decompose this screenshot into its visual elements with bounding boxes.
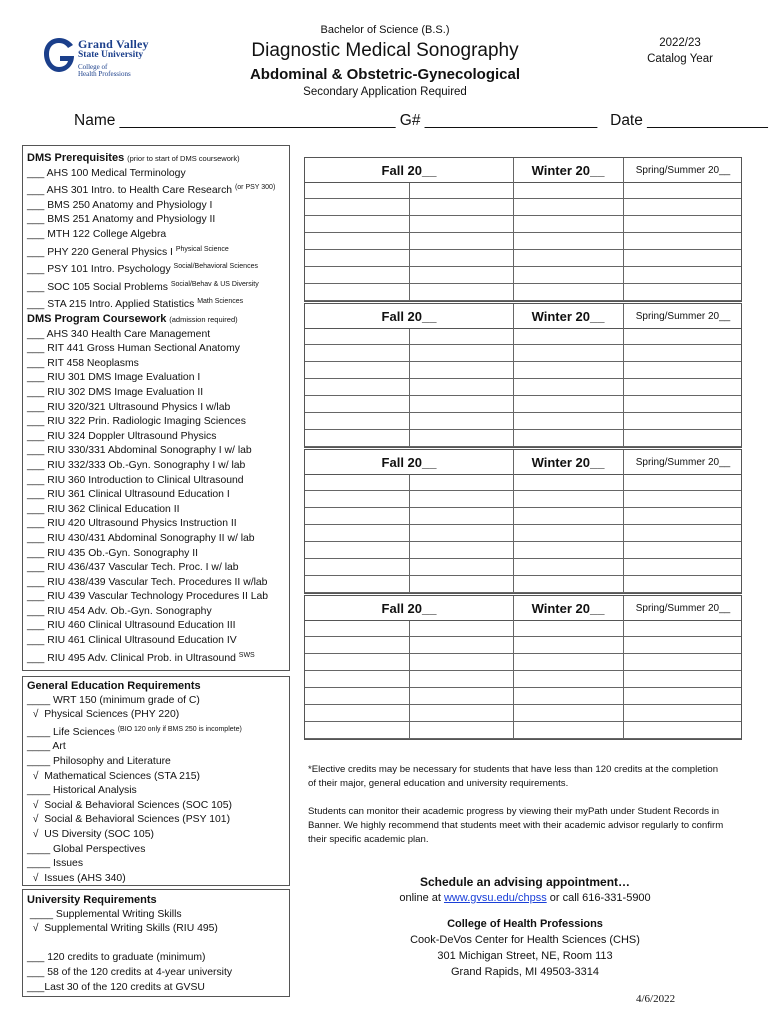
semester-course-row[interactable]	[305, 560, 741, 576]
prereq-item[interactable]	[27, 199, 289, 214]
grid-divider	[513, 596, 514, 739]
semester-grid-2[interactable]	[304, 303, 742, 448]
grid-divider	[409, 183, 410, 301]
program-emphasis: Abdominal & Obstetric-Gynecological	[249, 66, 521, 83]
prereq-item[interactable]	[27, 181, 289, 199]
program-course-item-text: ___ RIU 438/439 Vascular Tech. Procedures II w/lab	[27, 576, 268, 588]
advising-url-link[interactable]: www.gvsu.edu/chpss	[443, 892, 547, 904]
program-course-item[interactable]	[27, 517, 268, 532]
gen-ed-item-text: √ Issues (AHS 340)	[27, 872, 126, 884]
program-course-item[interactable]	[27, 590, 268, 605]
gen-ed-item-text: ____ WRT 150 (minimum grade of C)	[27, 694, 200, 706]
program-course-item-text: ___ RIU 495 Adv. Clinical Prob. in Ultrasound	[27, 652, 236, 664]
prereq-item-text: ___ MTH 122 College Algebra	[27, 228, 167, 240]
semester-course-row[interactable]	[305, 543, 741, 559]
prereq-item[interactable]	[27, 228, 289, 243]
winter-semester-label: Winter 20__	[531, 455, 605, 470]
gen-ed-item[interactable]	[27, 708, 289, 723]
advising-phone: or call 616-331-5900	[549, 892, 651, 904]
grid-divider	[513, 158, 514, 301]
gen-ed-item[interactable]	[27, 857, 289, 872]
program-course-item[interactable]	[27, 371, 268, 386]
advising-contact	[330, 892, 720, 904]
semester-course-row[interactable]	[305, 234, 741, 250]
spring-summer-semester-label: Spring/Summer 20__	[635, 311, 731, 322]
gen-ed-item-text: ____ Global Perspectives	[27, 843, 146, 855]
program-course-item[interactable]	[27, 605, 268, 620]
college-city: Grand Rapids, MI 49503-3314	[451, 966, 599, 978]
grid-divider	[513, 450, 514, 593]
program-course-item-text: ___ RIU 435 Ob.-Gyn. Sonography II	[27, 547, 198, 559]
prereq-item-note: Math Sciences	[197, 298, 244, 306]
gen-ed-item[interactable]	[27, 828, 289, 843]
winter-semester-label: Winter 20__	[531, 601, 605, 616]
program-course-item-text: ___ RIU 454 Adv. Ob.-Gyn. Sonography	[27, 605, 212, 617]
gen-ed-item-text: ____ Life Sciences	[27, 726, 115, 738]
semester-grid-1[interactable]	[304, 157, 742, 302]
semester-course-row[interactable]	[305, 431, 741, 447]
secondary-application-note: Secondary Application Required	[303, 86, 467, 98]
grid-divider	[409, 475, 410, 593]
program-course-item-text: ___ RIU 439 Vascular Technology Procedures II Lab	[27, 591, 269, 603]
university-req-item[interactable]	[27, 966, 289, 981]
semester-course-row[interactable]	[305, 363, 741, 379]
prereq-item-text: ___ PHY 220 General Physics I	[27, 246, 173, 258]
prereq-item[interactable]	[27, 213, 289, 228]
fall-semester-label: Fall 20__	[381, 601, 437, 616]
semester-course-row[interactable]	[305, 621, 741, 637]
student-info-line[interactable]: Name ________________________________ G# ____________________ Date ______________	[74, 112, 768, 129]
logo-line4: Health Professions	[78, 69, 131, 78]
program-course-item[interactable]	[27, 634, 268, 649]
university-req-item-text: ___Last 30 of the 120 credits at GVSU	[27, 981, 205, 993]
fall-semester-label: Fall 20__	[381, 309, 437, 324]
program-course-item-text: ___ RIU 361 Clinical Ultrasound Education I	[27, 489, 230, 501]
program-course-item[interactable]	[27, 401, 268, 416]
gen-ed-item-text: ____ Historical Analysis	[27, 785, 137, 797]
program-course-item-text: ___ RIU 322 Prin. Radiologic Imaging Sciences	[27, 416, 246, 428]
program-course-item-text: ___ RIU 320/321 Ultrasound Physics I w/lab	[27, 401, 231, 413]
prereq-item[interactable]	[27, 167, 289, 182]
gen-ed-item[interactable]	[27, 872, 289, 887]
gen-ed-heading: General Education Requirements	[27, 680, 201, 692]
spring-summer-semester-label: Spring/Summer 20__	[635, 165, 731, 176]
program-course-item[interactable]	[27, 474, 268, 489]
university-req-item-text: ___ 120 credits to graduate (minimum)	[27, 952, 206, 964]
gen-ed-item[interactable]	[27, 784, 289, 799]
revision-date: 4/6/2022	[636, 993, 676, 1005]
semester-course-row[interactable]	[305, 268, 741, 284]
semester-course-row[interactable]	[305, 217, 741, 233]
semester-course-row[interactable]	[305, 723, 741, 739]
semester-header-row	[305, 450, 741, 475]
university-req-item[interactable]	[27, 981, 289, 996]
prereq-item-text: ___ AHS 100 Medical Terminology	[27, 167, 186, 179]
program-course-item[interactable]	[27, 415, 268, 430]
university-req-item-text: ___ 58 of the 120 credits at 4-year university	[27, 966, 233, 978]
program-course-item-text: ___ RIU 430/431 Abdominal Sonography II w/ lab	[27, 532, 255, 544]
program-course-item[interactable]	[27, 488, 268, 503]
gen-ed-item-text: √ Social & Behavioral Sciences (SOC 105)	[27, 799, 232, 811]
program-course-item[interactable]	[27, 342, 268, 357]
gen-ed-item-text: ____ Art	[27, 741, 66, 753]
winter-semester-label: Winter 20__	[531, 309, 605, 324]
gen-ed-item[interactable]	[27, 694, 289, 709]
program-course-item-text: ___ RIU 302 DMS Image Evaluation II	[27, 386, 204, 398]
semester-course-row[interactable]	[305, 475, 741, 491]
university-req-item[interactable]	[27, 908, 289, 923]
grid-divider	[623, 304, 624, 447]
program-course-item-text: ___ RIU 301 DMS Image Evaluation I	[27, 372, 201, 384]
program-course-item-text: ___ RIU 420 Ultrasound Physics Instruction II	[27, 518, 237, 530]
mypath-note: Students can monitor their academic progress by viewing their myPath under Student Records in Banner. We highly recommend that students meet with their academic advisor regularly to confirm their specific academic plan.	[308, 806, 724, 845]
program-course-item-note: SWS	[238, 651, 255, 659]
university-req-item[interactable]	[27, 922, 289, 937]
semester-header-row	[305, 596, 741, 621]
program-course-item[interactable]	[27, 459, 268, 474]
prereq-item-text: ___ BMS 251 Anatomy and Physiology II	[27, 214, 216, 226]
semester-course-row[interactable]	[305, 492, 741, 508]
program-coursework-heading: DMS Program Coursework (admission required)	[27, 313, 238, 325]
program-course-item[interactable]	[27, 547, 268, 562]
university-req-item[interactable]	[27, 937, 289, 952]
semester-course-row[interactable]	[305, 672, 741, 688]
logo-line1: Grand Valley	[78, 37, 149, 51]
gvsu-logo	[42, 36, 152, 78]
program-course-item[interactable]	[27, 430, 268, 445]
program-course-item-text: ___ RIU 360 Introduction to Clinical Ultrasound	[27, 474, 244, 486]
program-course-item-text: ___ RIU 436/437 Vascular Tech. Proc. I w/ lab	[27, 562, 239, 574]
prereq-section	[23, 146, 289, 313]
gen-ed-item-text: ____ Issues	[27, 858, 84, 870]
program-course-item[interactable]	[27, 561, 268, 576]
program-course-item-text: ___ RIU 362 Clinical Education II	[27, 503, 180, 515]
program-course-item-text: ___ RIU 324 Doppler Ultrasound Physics	[27, 430, 217, 442]
college-center: Cook-DeVos Center for Health Sciences (CHS)	[410, 934, 640, 946]
gen-ed-item-text: √ US Diversity (SOC 105)	[27, 828, 154, 840]
prereq-item[interactable]	[27, 278, 289, 296]
program-course-item-text: ___ RIU 461 Clinical Ultrasound Education IV	[27, 635, 237, 647]
advising-online-prefix: online at	[399, 892, 441, 904]
logo-line2: State University	[78, 50, 144, 60]
semester-course-row[interactable]	[305, 380, 741, 396]
semester-course-row[interactable]	[305, 706, 741, 722]
semester-course-row[interactable]	[305, 655, 741, 671]
prereq-item-text: ___ BMS 250 Anatomy and Physiology I	[27, 199, 213, 211]
semester-course-row[interactable]	[305, 638, 741, 654]
grid-divider	[513, 304, 514, 447]
semester-course-row[interactable]	[305, 689, 741, 705]
program-coursework-section	[27, 312, 268, 666]
semester-course-row[interactable]	[305, 183, 741, 199]
program-course-item[interactable]	[27, 532, 268, 547]
spring-summer-semester-label: Spring/Summer 20__	[635, 457, 731, 468]
gen-ed-item-text: ____ Philosophy and Literature	[27, 755, 171, 767]
gen-ed-item[interactable]	[27, 740, 289, 755]
semester-course-row[interactable]	[305, 329, 741, 345]
program-course-item[interactable]	[27, 619, 268, 634]
grid-divider	[409, 621, 410, 739]
program-course-item[interactable]	[27, 328, 268, 343]
prereq-item-text: ___ SOC 105 Social Problems	[27, 281, 168, 293]
program-course-item-text: ___ AHS 340 Health Care Management	[27, 328, 211, 340]
program-course-item-text: ___ RIU 332/333 Ob.-Gyn. Sonography I w/ lab	[27, 459, 246, 471]
semester-course-row[interactable]	[305, 285, 741, 301]
prereq-heading: DMS Prerequisites (prior to start of DMS coursework)	[27, 152, 240, 164]
dms-courses-box	[22, 145, 290, 671]
semester-course-row[interactable]	[305, 251, 741, 267]
gen-ed-item[interactable]	[27, 813, 289, 828]
grid-divider	[623, 596, 624, 739]
gen-ed-item-text: √ Physical Sciences (PHY 220)	[27, 709, 180, 721]
university-req-item[interactable]	[27, 951, 289, 966]
winter-semester-label: Winter 20__	[531, 163, 605, 178]
university-heading: University Requirements	[27, 894, 157, 906]
gen-ed-item[interactable]	[27, 843, 289, 858]
semester-course-row[interactable]	[305, 346, 741, 362]
spring-summer-semester-label: Spring/Summer 20__	[635, 603, 731, 614]
grid-divider	[623, 450, 624, 593]
program-course-item[interactable]	[27, 386, 268, 401]
program-course-item[interactable]	[27, 503, 268, 518]
semester-course-row[interactable]	[305, 397, 741, 413]
semester-course-row[interactable]	[305, 526, 741, 542]
gen-ed-item[interactable]	[27, 723, 289, 741]
fall-semester-label: Fall 20__	[381, 163, 437, 178]
prereq-item-note: Social/Behav & US Diversity	[170, 280, 259, 288]
prereq-item-text: ___ AHS 301 Intro. to Health Care Research	[27, 185, 233, 197]
college-street: 301 Michigan Street, NE, Room 113	[437, 950, 613, 962]
gen-ed-item-text: √ Mathematical Sciences (STA 215)	[27, 770, 200, 782]
prereq-item-note: (or PSY 300)	[234, 184, 276, 192]
elective-note: *Elective credits may be necessary for students that have less than 120 credits at the completion of their major, general education and university requirements.	[308, 764, 719, 789]
fall-semester-label: Fall 20__	[381, 455, 437, 470]
prereq-item-note: Social/Behavioral Sciences	[173, 263, 258, 271]
gen-ed-box	[22, 676, 290, 886]
semester-course-row[interactable]	[305, 509, 741, 525]
grid-divider	[409, 329, 410, 447]
catalog-year: 2022/23	[659, 37, 701, 49]
university-req-item-text: ____ Supplemental Writing Skills	[27, 908, 182, 920]
prereq-item[interactable]	[27, 295, 289, 313]
program-course-item-text: ___ RIU 460 Clinical Ultrasound Education III	[27, 620, 236, 632]
gen-ed-item-note: (BIO 120 only if BMS 250 is incomplete)	[117, 725, 242, 733]
advising-title: Schedule an advising appointment…	[419, 875, 631, 889]
university-req-item-text: √ Supplemental Writing Skills (RIU 495)	[27, 923, 218, 935]
logo-line3: College of	[78, 62, 108, 71]
semester-course-row[interactable]	[305, 577, 741, 593]
program-course-item[interactable]	[27, 649, 268, 667]
catalog-year-label: Catalog Year	[647, 53, 713, 65]
semester-header-row	[305, 158, 741, 183]
program-course-item[interactable]	[27, 576, 268, 591]
semester-grid-4[interactable]	[304, 595, 742, 740]
program-course-item-text: ___ RIT 441 Gross Human Sectional Anatomy	[27, 343, 240, 355]
program-course-item[interactable]	[27, 357, 268, 372]
gen-ed-item-text: √ Social & Behavioral Sciences (PSY 101)	[27, 814, 231, 826]
gvsu-shield-icon	[42, 36, 76, 74]
college-name: College of Health Professions	[447, 918, 603, 930]
gen-ed-item[interactable]	[27, 755, 289, 770]
semester-course-row[interactable]	[305, 414, 741, 430]
program-title: Diagnostic Medical Sonography	[251, 40, 519, 61]
program-course-item-text: ___ RIU 330/331 Abdominal Sonography I w/ lab	[27, 445, 252, 457]
grid-divider	[623, 158, 624, 301]
program-course-item[interactable]	[27, 444, 268, 459]
prereq-item-note: Physical Science	[175, 245, 229, 253]
prereq-item[interactable]	[27, 260, 289, 278]
prereq-item-text: ___ STA 215 Intro. Applied Statistics	[27, 299, 195, 311]
university-requirements-box	[22, 889, 290, 997]
prereq-item[interactable]	[27, 243, 289, 261]
gen-ed-item[interactable]	[27, 799, 289, 814]
program-course-item-text: ___ RIT 458 Neoplasms	[27, 357, 139, 369]
semester-grid-3[interactable]	[304, 449, 742, 594]
degree-type: Bachelor of Science (B.S.)	[320, 24, 450, 36]
gen-ed-item[interactable]	[27, 770, 289, 785]
semester-course-row[interactable]	[305, 200, 741, 216]
prereq-item-text: ___ PSY 101 Intro. Psychology	[27, 264, 171, 276]
semester-header-row	[305, 304, 741, 329]
